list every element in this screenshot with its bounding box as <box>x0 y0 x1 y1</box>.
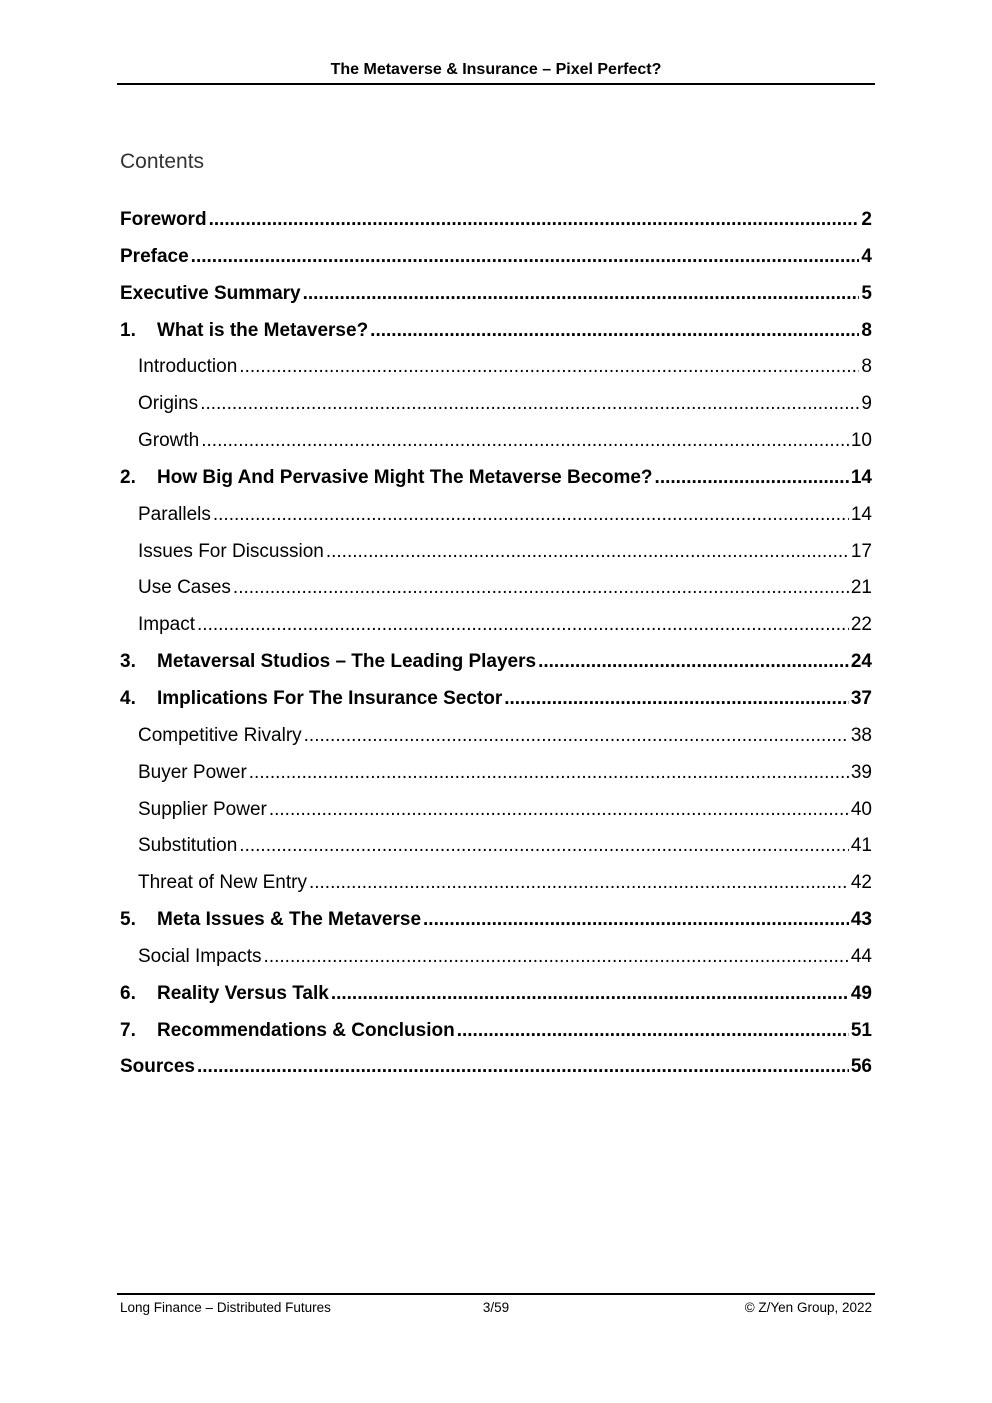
toc-entry-title: Supplier Power <box>138 798 267 820</box>
toc-entry-number: 2. <box>120 466 136 488</box>
table-of-contents <box>120 202 872 1086</box>
toc-entry[interactable] <box>120 681 872 718</box>
toc-entry-page: 10 <box>850 430 872 452</box>
toc-entry-number: 7. <box>120 1019 136 1041</box>
toc-dot-leader <box>239 349 859 386</box>
toc-entry-title: Metaversal Studios – The Leading Players <box>157 651 537 673</box>
toc-subentry[interactable] <box>120 828 872 865</box>
toc-entry-number: 3. <box>120 651 136 673</box>
toc-entry-number: 1. <box>120 319 136 341</box>
page-footer <box>117 1293 875 1319</box>
toc-entry-title: Issues For Discussion <box>138 540 324 562</box>
toc-dot-leader <box>304 718 849 755</box>
toc-entry[interactable] <box>120 644 872 681</box>
toc-dot-leader <box>197 1049 849 1086</box>
toc-entry-title: Preface <box>120 245 189 267</box>
toc-entry-page: 51 <box>850 1019 872 1041</box>
toc-entry-page: 17 <box>850 540 872 562</box>
toc-entry-page: 4 <box>861 245 872 267</box>
toc-entry-page: 24 <box>850 651 872 673</box>
toc-entry-page: 2 <box>861 209 872 230</box>
toc-subentry[interactable] <box>120 423 872 460</box>
toc-entry-page: 42 <box>850 872 872 894</box>
toc-subentry[interactable] <box>120 386 872 423</box>
toc-entry[interactable] <box>120 276 872 313</box>
toc-entry-page: 41 <box>850 835 872 857</box>
toc-subentry[interactable] <box>120 497 872 534</box>
toc-entry-page: 5 <box>861 282 872 304</box>
toc-dot-leader <box>309 865 849 902</box>
toc-entry-page: 14 <box>850 503 872 525</box>
toc-entry-page: 43 <box>850 909 872 931</box>
toc-entry[interactable] <box>120 976 872 1013</box>
toc-dot-leader <box>303 276 860 313</box>
toc-subentry[interactable] <box>120 534 872 571</box>
toc-entry[interactable] <box>120 1049 872 1086</box>
toc-dot-leader <box>209 202 860 239</box>
toc-entry-number: 5. <box>120 909 136 931</box>
toc-entry-title: Impact <box>138 614 196 636</box>
toc-entry-page: 8 <box>861 356 872 378</box>
toc-dot-leader <box>423 902 849 939</box>
toc-entry-page: 14 <box>850 466 872 488</box>
toc-entry-number: 6. <box>120 982 136 1004</box>
toc-entry-page: 22 <box>850 614 872 636</box>
toc-entry-title: Origins <box>138 393 199 415</box>
toc-dot-leader <box>201 423 849 460</box>
toc-subentry[interactable] <box>120 792 872 829</box>
toc-entry-title: What is the Metaverse? <box>157 319 369 341</box>
footer-left: Long Finance – Distributed Futures <box>120 1300 331 1315</box>
toc-dot-leader <box>370 313 859 350</box>
toc-entry-page: 40 <box>850 798 872 820</box>
toc-entry-page: 9 <box>861 393 872 415</box>
toc-entry[interactable] <box>120 1013 872 1050</box>
toc-dot-leader <box>331 976 849 1013</box>
toc-entry-page: 38 <box>850 724 872 746</box>
toc-entry-title: Recommendations & Conclusion <box>157 1019 455 1041</box>
toc-entry[interactable] <box>120 313 872 350</box>
page-number: 3/59 <box>482 1300 510 1315</box>
toc-entry-title: Substitution <box>138 835 238 857</box>
toc-subentry[interactable] <box>120 349 872 386</box>
toc-dot-leader <box>538 644 849 681</box>
toc-entry-page: 44 <box>850 945 872 967</box>
toc-entry-title: Use Cases <box>138 577 231 599</box>
toc-entry-page: 21 <box>850 577 872 599</box>
toc-dot-leader <box>200 386 859 423</box>
toc-entry-title: Meta Issues & The Metaverse <box>157 909 422 931</box>
contents-heading: Contents <box>120 150 205 173</box>
toc-entry-title: Sources <box>120 1056 195 1078</box>
toc-entry-title: Growth <box>138 430 200 452</box>
toc-dot-leader <box>264 939 849 976</box>
toc-entry-title: Parallels <box>138 503 211 525</box>
toc-dot-leader <box>269 792 849 829</box>
toc-dot-leader <box>197 607 849 644</box>
toc-subentry[interactable] <box>120 939 872 976</box>
toc-entry-title: Implications For The Insurance Sector <box>157 687 503 709</box>
toc-subentry[interactable] <box>120 570 872 607</box>
page-header <box>117 58 875 85</box>
toc-entry-page: 56 <box>850 1056 872 1078</box>
toc-entry-title: Introduction <box>138 356 238 378</box>
toc-entry[interactable] <box>120 902 872 939</box>
toc-entry-title: Foreword <box>120 209 207 230</box>
toc-entry-title: Social Impacts <box>138 945 262 967</box>
toc-entry-title: Competitive Rivalry <box>138 724 302 746</box>
toc-entry[interactable] <box>120 460 872 497</box>
toc-entry-page: 49 <box>850 982 872 1004</box>
toc-dot-leader <box>191 239 860 276</box>
toc-entry-page: 37 <box>850 687 872 709</box>
toc-subentry[interactable] <box>120 607 872 644</box>
toc-subentry[interactable] <box>120 755 872 792</box>
header-title: The Metaverse & Insurance – Pixel Perfect? <box>330 61 662 78</box>
toc-dot-leader <box>213 497 849 534</box>
toc-dot-leader <box>239 828 849 865</box>
toc-entry[interactable] <box>120 202 872 239</box>
toc-entry-page: 39 <box>850 761 872 783</box>
toc-subentry[interactable] <box>120 718 872 755</box>
toc-entry-title: Threat of New Entry <box>138 872 307 894</box>
toc-dot-leader <box>457 1013 849 1050</box>
footer-copyright: © Z/Yen Group, 2022 <box>744 1300 872 1315</box>
toc-entry-title: How Big And Pervasive Might The Metaverse Become? <box>157 466 653 488</box>
toc-entry-title: Reality Versus Talk <box>157 982 329 1004</box>
toc-entry[interactable] <box>120 239 872 276</box>
toc-dot-leader <box>504 681 849 718</box>
toc-entry-page: 8 <box>861 319 872 341</box>
toc-entry-number: 4. <box>120 687 136 709</box>
toc-dot-leader <box>233 570 849 607</box>
toc-entry-title: Executive Summary <box>120 282 301 304</box>
toc-dot-leader <box>655 460 849 497</box>
toc-dot-leader <box>249 755 849 792</box>
toc-dot-leader <box>326 534 849 571</box>
toc-subentry[interactable] <box>120 865 872 902</box>
toc-entry-title: Buyer Power <box>138 761 247 783</box>
